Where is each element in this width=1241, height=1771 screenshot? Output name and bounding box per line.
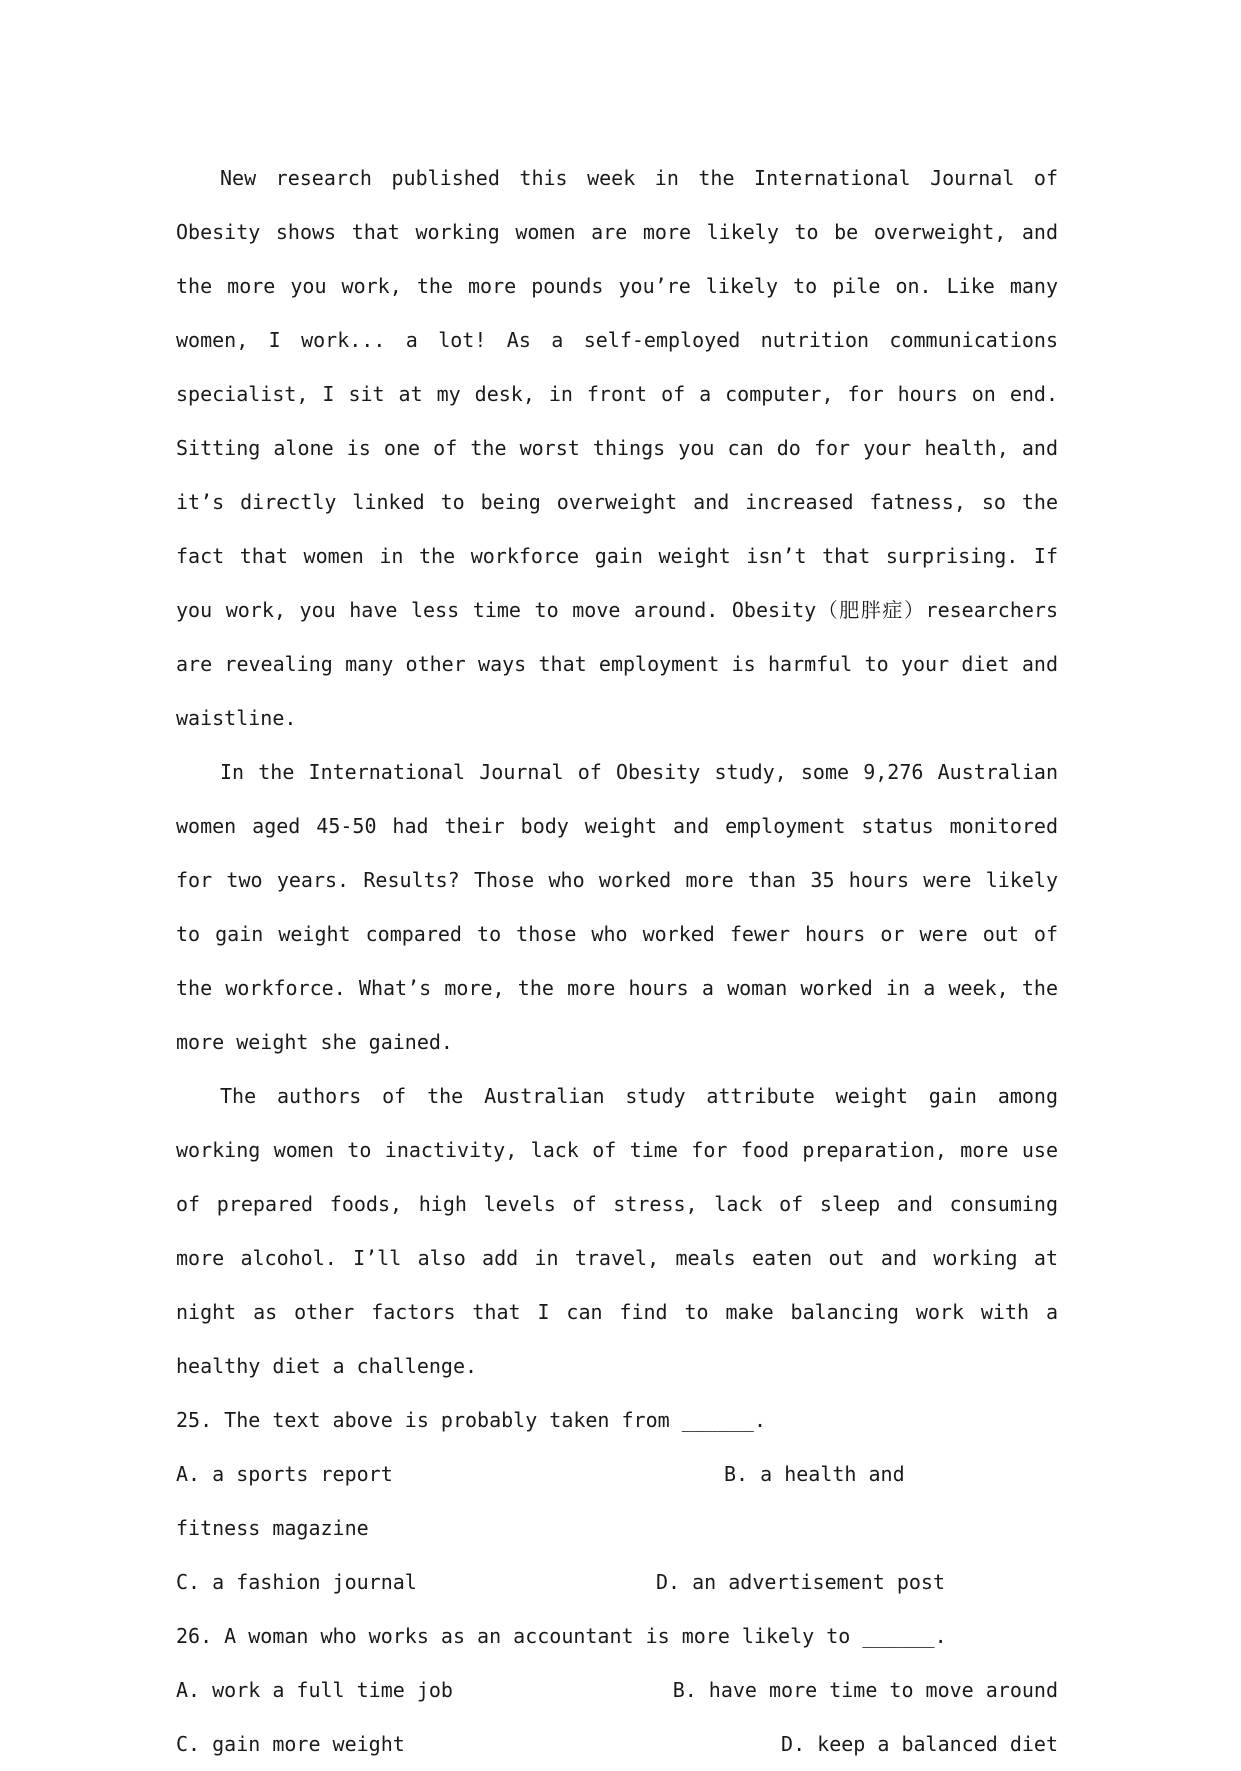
passage-paragraph-2: In the International Journal of Obesity study, some 9,276 Australian women aged 45-50 had their body weight and employment status monitored for two years. Results? Those who worked more than 35 hours were likely to gain weight compared to those who worked fewer hours or were out of the workforce. What’s more, the more hours a woman worked in a week, the more weight she gained. <box>176 760 1058 1054</box>
question-25-option-d: D. an advertisement post <box>656 1570 945 1594</box>
question-26-options-row-1 <box>176 1663 1058 1717</box>
question-25-option-c: C. a fashion journal <box>176 1570 417 1594</box>
question-26-options-row-2 <box>176 1717 1058 1771</box>
question-26-option-a: A. work a full time job <box>176 1678 453 1702</box>
passage-paragraph-3: The authors of the Australian study attribute weight gain among working women to inactivity, lack of time for food preparation, more use of prepared foods, high levels of stress, lack of sleep and consuming more alcohol. I’ll also add in travel, meals eaten out and working at night as other factors that I can find to make balancing work with a healthy diet a challenge. <box>176 1084 1058 1378</box>
passage-paragraph-1: New research published this week in the International Journal of Obesity shows that working women are more likely to be overweight, and the more you work, the more pounds you’re likely to pile on. Like many women, I work... a lot! As a self-employed nutrition communications specialist, I sit at my desk, in front of a computer, for hours on end. Sitting alone is one of the worst things you can do for your health, and it’s directly linked to being overweight and increased fatness, so the fact that women in the workforce gain weight isn’t that surprising. If you work, you have less time to move around. Obesity（肥胖症）researchers are revealing many other ways that employment is harmful to your diet and waistline. <box>176 166 1058 730</box>
question-25-stem: 25. The text above is probably taken from ______. <box>176 1408 767 1432</box>
question-26-option-c: C. gain more weight <box>176 1732 405 1756</box>
question-26-option-b: B. have more time to move around <box>672 1678 1058 1702</box>
document-page <box>176 151 1058 1771</box>
question-25-options-row-2 <box>176 1555 1058 1609</box>
question-25-option-b: B. a health and fitness magazine <box>176 1462 905 1540</box>
question-25-option-a: A. a sports report <box>176 1462 393 1486</box>
question-26-stem: 26. A woman who works as an accountant is more likely to ______. <box>176 1624 947 1648</box>
question-25-options-row-1 <box>176 1447 1058 1555</box>
question-26-option-d: D. keep a balanced diet <box>781 1732 1058 1756</box>
